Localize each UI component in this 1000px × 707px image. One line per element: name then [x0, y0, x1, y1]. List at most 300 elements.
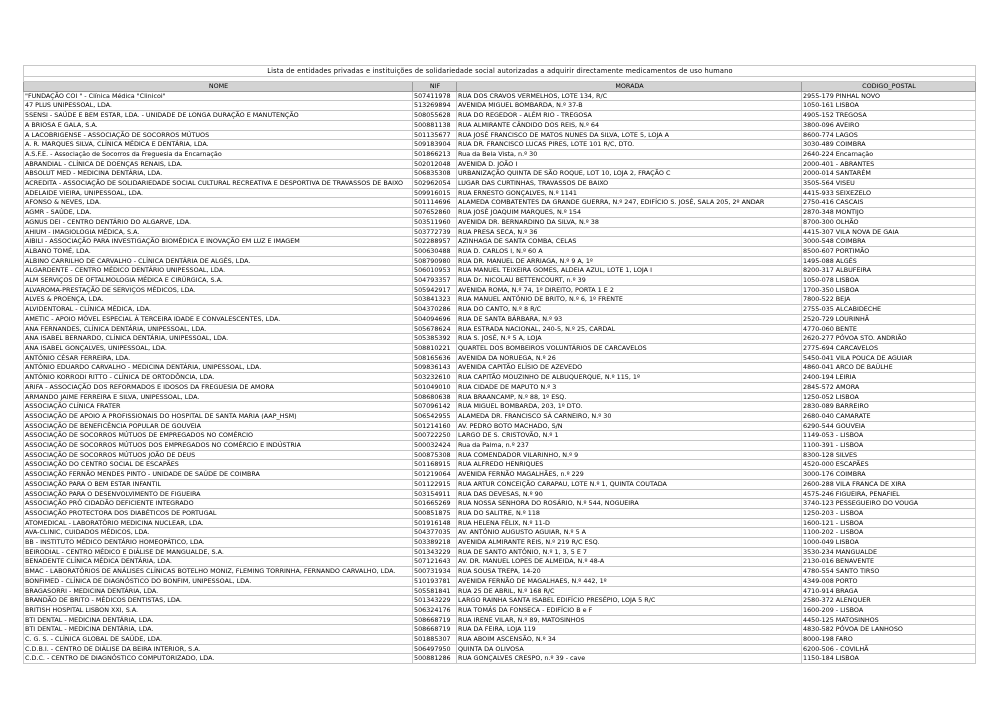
cell-codigo-postal: 4770-060 BENTE	[802, 324, 976, 334]
table-row	[24, 470, 976, 480]
table-row	[24, 373, 976, 383]
cell-nome: ASSOCIAÇÃO DE APOIO A PROFISSIONAIS DO HOSPITAL DE SANTA MARIA (AAP_HSM)	[24, 411, 413, 421]
cell-nif: 502962054	[413, 179, 457, 189]
cell-morada: RUA DE SANTO ANTÓNIO, N.º 1, 3, 5 E 7	[457, 547, 802, 557]
cell-morada: RUA IRENE VILAR, N.º 89, MATOSINHOS	[457, 615, 802, 625]
cell-morada: RUA GONÇALVES CRESPO, n.º 39 - cave	[457, 654, 802, 664]
cell-morada: RUA DR. FRANCISCO LUCAS PIRES, LOTE 101 R/C, DTO.	[457, 140, 802, 150]
cell-morada: RUA DO REGEDOR - ALÉM RIO - TREGOSA	[457, 111, 802, 121]
cell-morada: RUA 25 DE ABRIL, N.º 168 R/C	[457, 586, 802, 596]
cell-morada: RUA MIGUEL BOMBARDA, 203, 1º DTO.	[457, 402, 802, 412]
cell-codigo-postal: 4780-554 SANTO TIRSO	[802, 567, 976, 577]
table-row	[24, 499, 976, 509]
cell-nif: 510193781	[413, 576, 457, 586]
cell-nif: 500881138	[413, 120, 457, 130]
cell-nif: 503511960	[413, 217, 457, 227]
cell-nome: ACREDITA - ASSOCIAÇÃO DE SOLIDARIEDADE SOCIAL CULTURAL RECREATIVA E DESPORTIVA DE TRAVASSOS DE BAIXO	[24, 179, 413, 189]
table-row	[24, 576, 976, 586]
cell-morada: AVENIDA ROMA, N.º 74, 1º DIREITO, PORTA 1 E 2	[457, 285, 802, 295]
cell-nif: 505678624	[413, 324, 457, 334]
cell-morada: RUA DR. MANUEL DE ARRIAGA, N.º 9 A, 1º	[457, 256, 802, 266]
table-row	[24, 635, 976, 645]
cell-morada: RUA D. CARLOS I, N.º 60 A	[457, 246, 802, 256]
cell-codigo-postal: 4349-008 PORTO	[802, 576, 976, 586]
table-row	[24, 91, 976, 101]
cell-nif: 501219064	[413, 470, 457, 480]
table-row	[24, 528, 976, 538]
cell-morada: LARGO DE S. CRISTOVÃO, N.º 1	[457, 431, 802, 441]
cell-nif: 501049010	[413, 382, 457, 392]
cell-codigo-postal: 8500-607 PORTIMÃO	[802, 246, 976, 256]
cell-nome: BTI DENTAL - MEDICINA DENTÁRIA, LDA.	[24, 625, 413, 635]
table-row	[24, 450, 976, 460]
cell-morada: AVENIDA MIGUEL BOMBARDA, N.º 37-B	[457, 101, 802, 111]
cell-nif: 500032424	[413, 441, 457, 451]
cell-nif: 501665269	[413, 499, 457, 509]
table-row	[24, 208, 976, 218]
cell-morada: RUA MANUEL ANTÓNIO DE BRITO, N.º 6, 1º FRENTE	[457, 295, 802, 305]
cell-nome: ANA ISABEL GONÇALVES, UNIPESSOAL, LDA.	[24, 343, 413, 353]
table-row	[24, 421, 976, 431]
cell-codigo-postal: 2640-224 Encarnação	[802, 149, 976, 159]
cell-nif: 507096142	[413, 402, 457, 412]
table-row	[24, 334, 976, 344]
cell-codigo-postal: 4415-933 SEIXEZELO	[802, 188, 976, 198]
cell-morada: AV. ANTÓNIO AUGUSTO AGUIAR, N.º 5 A	[457, 528, 802, 538]
table-row	[24, 198, 976, 208]
cell-codigo-postal: 4520-000 ESCAPÃES	[802, 460, 976, 470]
cell-codigo-postal: 2845-572 AMORA	[802, 382, 976, 392]
cell-morada: RUA COMENDADOR VILARINHO, N.º 9	[457, 450, 802, 460]
cell-nif: 506835308	[413, 169, 457, 179]
cell-nif: 508165636	[413, 353, 457, 363]
cell-nome: ASSOCIAÇÃO DE SOCORROS MÚTUOS DOS EMPREGADOS NO COMÉRCIO E INDÚSTRIA	[24, 441, 413, 451]
cell-nome: BRITISH HOSPITAL LISBON XXI, S.A.	[24, 605, 413, 615]
cell-morada: RUA ESTRADA NACIONAL, 240-5, N.º 25, CARDAL	[457, 324, 802, 334]
cell-nome: ASSOCIAÇÃO CLÍNICA FRATER	[24, 402, 413, 412]
cell-nif: 507652860	[413, 208, 457, 218]
cell-codigo-postal: 2400-194 LEIRIA	[802, 373, 976, 383]
cell-nome: C.D.B.I. - CENTRO DE DIÁLISE DA BEIRA INTERIOR, S.A.	[24, 644, 413, 654]
cell-codigo-postal: 2580-372 ALENQUER	[802, 596, 976, 606]
cell-codigo-postal: 6200-506 - COVILHÃ	[802, 644, 976, 654]
cell-codigo-postal: 1600-121 - LISBOA	[802, 518, 976, 528]
cell-codigo-postal: 3000-548 COIMBRA	[802, 237, 976, 247]
cell-nome: ASSOCIAÇÃO FERNÃO MENDES PINTO - UNIDADE DE SAÚDE DE COIMBRA	[24, 470, 413, 480]
table-row	[24, 305, 976, 315]
table-row	[24, 149, 976, 159]
cell-morada: RUA BRAANCAMP, N.º 88, 1º ESQ.	[457, 392, 802, 402]
table-row	[24, 441, 976, 451]
cell-codigo-postal: 4710-914 BRAGA	[802, 586, 976, 596]
cell-morada: QUINTA DA OLIVOSA	[457, 644, 802, 654]
cell-codigo-postal: 3740-123 PESSEGUEIRO DO VOUGA	[802, 499, 976, 509]
table-title: Lista de entidades privadas e instituições de solidariedade social autorizadas a adquirir directamente medicamentos de uso humano	[24, 66, 976, 77]
table-row	[24, 615, 976, 625]
cell-nif: 508668719	[413, 625, 457, 635]
cell-morada: AV. DR. MANUEL LOPES DE ALMEIDA, N.º 48-A	[457, 557, 802, 567]
cell-nome: ANTÓNIO CÉSAR FERREIRA, LDA.	[24, 353, 413, 363]
cell-morada: LUGAR DAS CURTINHAS, TRAVASSOS DE BAIXO	[457, 179, 802, 189]
cell-morada: RUA S. JOSÉ, N.º 5 A, LOJA	[457, 334, 802, 344]
cell-codigo-postal: 4905-152 TREGOSA	[802, 111, 976, 121]
cell-morada: AVENIDA FERNÃO MAGALHÃES, n.º 229	[457, 470, 802, 480]
cell-morada: AZINHAGA DE SANTA COMBA, CELAS	[457, 237, 802, 247]
cell-nif: 501114696	[413, 198, 457, 208]
table-row	[24, 460, 976, 470]
cell-codigo-postal: 2955-179 PINHAL NOVO	[802, 91, 976, 101]
cell-nome: AVA-CLINIC, CUIDADOS MÉDICOS, LDA.	[24, 528, 413, 538]
table-row	[24, 169, 976, 179]
cell-codigo-postal: 2000-014 SANTARÉM	[802, 169, 976, 179]
cell-nome: BTI DENTAL - MEDICINA DENTÁRIA, LDA.	[24, 615, 413, 625]
cell-nome: AIBILI - ASSOCIAÇÃO PARA INVESTIGAÇÃO BIOMÉDICA E INOVAÇÃO EM LUZ E IMAGEM	[24, 237, 413, 247]
cell-nome: ANA ISABEL BERNARDO, CLÍNICA DENTÁRIA, UNIPESSOAL, LDA.	[24, 334, 413, 344]
cell-morada: AVENIDA DA NORUEGA, N.º 26	[457, 353, 802, 363]
cell-codigo-postal: 8600-774 LAGOS	[802, 130, 976, 140]
cell-nif: 500851875	[413, 508, 457, 518]
header-row	[24, 82, 976, 92]
cell-codigo-postal: 8300-128 SILVES	[802, 450, 976, 460]
cell-nome: BONFIMED - CLÍNICA DE DIAGNÓSTICO DO BONFIM, UNIPESSOAL, LDA.	[24, 576, 413, 586]
cell-nif: 503841323	[413, 295, 457, 305]
cell-nif: 501343229	[413, 547, 457, 557]
cell-codigo-postal: 1050-078 LISBOA	[802, 276, 976, 286]
table-row	[24, 538, 976, 548]
cell-nif: 513269894	[413, 101, 457, 111]
table-row	[24, 567, 976, 577]
cell-morada: RUA ALMIRANTE CÂNDIDO DOS REIS, N.º 64	[457, 120, 802, 130]
table-row	[24, 276, 976, 286]
table-row	[24, 101, 976, 111]
cell-morada: URBANIZAÇÃO QUINTA DE SÃO ROQUE, LOT 10, LOJA 2, FRAÇÃO C	[457, 169, 802, 179]
cell-nif: 501916148	[413, 518, 457, 528]
cell-morada: QUARTEL DOS BOMBEIROS VOLUNTÁRIOS DE CARCAVELOS	[457, 343, 802, 353]
table-row	[24, 256, 976, 266]
table-row	[24, 111, 976, 121]
cell-codigo-postal: 2130-016 BENAVENTE	[802, 557, 976, 567]
cell-morada: RUA DA FEIRA, LOJA 119	[457, 625, 802, 635]
table-row	[24, 644, 976, 654]
cell-codigo-postal: 4830-582 PÓVOA DE LANHOSO	[802, 625, 976, 635]
cell-nif: 506542955	[413, 411, 457, 421]
cell-morada: ALAMEDA DR. FRANCISCO SÁ CARNEIRO, N.º 30	[457, 411, 802, 421]
cell-codigo-postal: 1250-203 - LISBOA	[802, 508, 976, 518]
table-row	[24, 382, 976, 392]
table-row	[24, 285, 976, 295]
cell-nif: 500630488	[413, 246, 457, 256]
cell-nif: 500881286	[413, 654, 457, 664]
cell-morada: RUA SOUSA TREPA, 14-20	[457, 567, 802, 577]
cell-codigo-postal: 2520-729 LOURINHÃ	[802, 314, 976, 324]
cell-nome: A. R. MARQUES SILVA, CLÍNICA MÉDICA E DENTÁRIA, LDA.	[24, 140, 413, 150]
cell-nome: ASSOCIAÇÃO DE SOCORROS MÚTUOS JOÃO DE DEUS	[24, 450, 413, 460]
entities-table	[23, 65, 976, 664]
cell-nif: 505581841	[413, 586, 457, 596]
cell-nome: ADELAIDE VIEIRA, UNIPESSOAL, LDA.	[24, 188, 413, 198]
cell-codigo-postal: 1149-053 - LISBOA	[802, 431, 976, 441]
cell-codigo-postal: 8000-198 FARO	[802, 635, 976, 645]
cell-nome: ASSOCIAÇÃO PARA O BEM ESTAR INFANTIL	[24, 479, 413, 489]
cell-nome: ALBANO TOMÉ, LDA.	[24, 246, 413, 256]
cell-morada: AVENIDA FERNÃO DE MAGALHAES, N.º 442, 1º	[457, 576, 802, 586]
table-row	[24, 217, 976, 227]
cell-nome: "FUNDAÇÃO COI " - Clínica Médica "Clinicoi"	[24, 91, 413, 101]
cell-nome: BRAGASORRI - MEDICINA DENTÁRIA, LDA.	[24, 586, 413, 596]
cell-nome: AFONSO & NEVES, LDA.	[24, 198, 413, 208]
cell-nome: ARMANDO JAIME FERREIRA E SILVA, UNIPESSOAL, LDA.	[24, 392, 413, 402]
cell-codigo-postal: 2000-401 - ABRANTES	[802, 159, 976, 169]
cell-codigo-postal: 8700-300 OLHÃO	[802, 217, 976, 227]
cell-morada: RUA ALFREDO HENRIQUES	[457, 460, 802, 470]
cell-codigo-postal: 2680-040 CAMARATE	[802, 411, 976, 421]
cell-codigo-postal: 1600-209 - LISBOA	[802, 605, 976, 615]
cell-nif: 503772739	[413, 227, 457, 237]
cell-codigo-postal: 2750-416 CASCAIS	[802, 198, 976, 208]
table-row	[24, 402, 976, 412]
table-row	[24, 266, 976, 276]
cell-nome: BEIRODIAL - CENTRO MÉDICO E DIÁLISE DE MANGUALDE, S.A.	[24, 547, 413, 557]
table-row	[24, 363, 976, 373]
cell-morada: RUA PRESA SECA, N.º 36	[457, 227, 802, 237]
table-row	[24, 625, 976, 635]
cell-nif: 501214160	[413, 421, 457, 431]
cell-nif: 500722250	[413, 431, 457, 441]
cell-morada: AV. PEDRO BOTO MACHADO, S/N	[457, 421, 802, 431]
cell-codigo-postal: 4575-246 FIGUEIRA, PENAFIEL	[802, 489, 976, 499]
cell-nif: 504377035	[413, 528, 457, 538]
table-row	[24, 227, 976, 237]
cell-morada: RUA JOSÉ JOAQUIM MARQUES, N.º 154	[457, 208, 802, 218]
cell-codigo-postal: 2830-089 BARREIRO	[802, 402, 976, 412]
cell-morada: RUA CAPITÃO MOUZINHO DE ALBUQUERQUE, N.º 115, 1º	[457, 373, 802, 383]
cell-nif: 503232610	[413, 373, 457, 383]
table-row	[24, 295, 976, 305]
cell-nif: 506497950	[413, 644, 457, 654]
cell-nome: ASSOCIAÇÃO PARA O DESENVOLVIMENTO DE FIGUEIRA	[24, 489, 413, 499]
cell-nome: ASSOCIAÇÃO DO CENTRO SOCIAL DE ESCAPÃES	[24, 460, 413, 470]
table-row	[24, 188, 976, 198]
cell-codigo-postal: 6290-544 GOUVEIA	[802, 421, 976, 431]
cell-nome: AHIUM - IMAGIOLOGIA MÉDICA, S.A.	[24, 227, 413, 237]
table-row	[24, 596, 976, 606]
table-row	[24, 353, 976, 363]
cell-nome: BENADENTE CLÍNICA MÉDICA DENTÁRIA, LDA.	[24, 557, 413, 567]
cell-nome: ALVES & PROENÇA, LDA.	[24, 295, 413, 305]
table-row	[24, 314, 976, 324]
table-row	[24, 159, 976, 169]
cell-morada: RUA DO CANTO, N.º 8 R/C	[457, 305, 802, 315]
cell-nome: ATOMEDICAL - LABORATÓRIO MEDICINA NUCLEAR, LDA.	[24, 518, 413, 528]
cell-morada: RUA HELENA FÉLIX, N.º 11-D	[457, 518, 802, 528]
cell-nif: 501343229	[413, 596, 457, 606]
cell-nome: AGNUS DEI - CENTRO DENTÁRIO DO ALGARVE, LDA.	[24, 217, 413, 227]
cell-morada: RUA DE SANTA BÁRBARA, N.º 93	[457, 314, 802, 324]
cell-nif: 508668719	[413, 615, 457, 625]
cell-morada: RUA CIDADE DE MAPUTO N.º 3	[457, 382, 802, 392]
cell-morada: AVENIDA D. JOÃO I	[457, 159, 802, 169]
table-row	[24, 343, 976, 353]
cell-morada: RUA DOS CRAVOS VERMELHOS, LOTE 134, R/C	[457, 91, 802, 101]
cell-nome: BB - INSTITUTO MÉDICO DENTÁRIO HOMEOPÁTICO, LDA.	[24, 538, 413, 548]
table-row	[24, 654, 976, 664]
header-nome: NOME	[24, 82, 413, 92]
cell-nif: 501168915	[413, 460, 457, 470]
cell-morada: RUA TOMÁS DA FONSECA - EDIFÍCIO B e F	[457, 605, 802, 615]
table-row	[24, 411, 976, 421]
cell-codigo-postal: 3030-489 COIMBRA	[802, 140, 976, 150]
table-row	[24, 237, 976, 247]
cell-nome: ASSOCIAÇÃO DE SOCORROS MÚTUOS DE EMPREGADOS NO COMÉRCIO	[24, 431, 413, 441]
cell-codigo-postal: 4860-041 ARCO DE BAÚLHE	[802, 363, 976, 373]
cell-codigo-postal: 1050-161 LISBOA	[802, 101, 976, 111]
cell-nif: 505942917	[413, 285, 457, 295]
cell-nome: ALM SERVIÇOS DE OFTALMOLOGIA MÉDICA E CIRÚRGICA, S.A.	[24, 276, 413, 286]
table-row	[24, 605, 976, 615]
cell-codigo-postal: 2755-035 ALCABIDECHE	[802, 305, 976, 315]
table-row	[24, 586, 976, 596]
cell-nome: ALGARDENTE - CENTRO MÉDICO DENTÁRIO UNIPESSOAL, LDA.	[24, 266, 413, 276]
table-row	[24, 324, 976, 334]
cell-morada: Rua da Palma, n.º 237	[457, 441, 802, 451]
cell-morada: RUA ABOIM ASCENSÃO, N.º 34	[457, 635, 802, 645]
spreadsheet	[23, 65, 975, 664]
cell-nome: ABRANDIAL - CLÍNICA DE DOENÇAS RENAIS, LDA.	[24, 159, 413, 169]
cell-nif: 500875308	[413, 450, 457, 460]
cell-codigo-postal: 3505-564 VISEU	[802, 179, 976, 189]
cell-nome: ASSOCIAÇÃO PROTECTORA DOS DIABÉTICOS DE PORTUGAL	[24, 508, 413, 518]
table-row	[24, 547, 976, 557]
cell-nif: 501122915	[413, 479, 457, 489]
cell-morada: RUA DAS DEVESAS, N.º 90	[457, 489, 802, 499]
cell-nif: 504370286	[413, 305, 457, 315]
cell-nome: AMETIC - APOIO MÓVEL ESPECIAL À TERCEIRA IDADE E CONVALESCENTES, LDA.	[24, 314, 413, 324]
cell-nif: 503154911	[413, 489, 457, 499]
cell-codigo-postal: 3530-234 MANGUALDE	[802, 547, 976, 557]
cell-morada: RUA JOSÉ FRANCISCO DE MATOS NUNES DA SILVA, LOTE 5, LOJA A	[457, 130, 802, 140]
table-row	[24, 130, 976, 140]
table-row	[24, 179, 976, 189]
cell-nome: A BRIOSA E GALA, S.A.	[24, 120, 413, 130]
cell-codigo-postal: 3800-096 AVEIRO	[802, 120, 976, 130]
table-row	[24, 140, 976, 150]
cell-morada: RUA Dr. NICOLAU BETTENCOURT, n.º 39	[457, 276, 802, 286]
cell-nif: 509836143	[413, 363, 457, 373]
table-row	[24, 246, 976, 256]
table-row	[24, 479, 976, 489]
cell-nome: ASSOCIAÇÃO DE BENEFICÊNCIA POPULAR DE GOUVEIA	[24, 421, 413, 431]
cell-nome: 5SENSI - SAÚDE E BEM ESTAR, LDA. - UNIDADE DE LONGA DURAÇÃO E MANUTENÇÃO	[24, 111, 413, 121]
cell-nome: A.S.F.E. - Associação de Socorros da Freguesia da Encarnação	[24, 149, 413, 159]
cell-codigo-postal: 1495-088 ALGÉS	[802, 256, 976, 266]
cell-nome: BMAC - LABORATÓRIOS DE ANÁLISES CLÍNICAS BOTELHO MONIZ, FLEMING TORRINHA, FERNANDO CARVALHO, LDA.	[24, 567, 413, 577]
cell-nif: 502012048	[413, 159, 457, 169]
cell-morada: AVENIDA ALMIRANTE REIS, N.º 219 R/C ESQ.	[457, 538, 802, 548]
cell-nif: 503389218	[413, 538, 457, 548]
table-row	[24, 518, 976, 528]
table-row	[24, 557, 976, 567]
cell-codigo-postal: 1150-184 LISBOA	[802, 654, 976, 664]
table-row	[24, 392, 976, 402]
cell-nome: ALBINO CARRILHO DE CARVALHO - CLÍNICA DENTÁRIA DE ALGÉS, LDA.	[24, 256, 413, 266]
cell-nome: ALVAROMA-PRESTAÇÃO DE SERVIÇOS MÉDICOS, LDA.	[24, 285, 413, 295]
cell-nome: C.D.C. - CENTRO DE DIAGNÓSTICO COMPUTORIZADO, LDA.	[24, 654, 413, 664]
cell-morada: RUA NOSSA SENHORA DO ROSÁRIO, N.º 544, NOGUEIRA	[457, 499, 802, 509]
cell-nif: 500731934	[413, 567, 457, 577]
cell-nome: ANTÓNIO KORRODI RITTO - CLÍNICA DE ORTODÔNCIA, LDA.	[24, 373, 413, 383]
cell-nome: A LACOBRIGENSE - ASSOCIAÇÃO DE SOCORROS MÚTUOS	[24, 130, 413, 140]
cell-codigo-postal: 2600-288 VILA FRANCA DE XIRA	[802, 479, 976, 489]
cell-morada: RUA ERNESTO GONÇALVES, N.º 1141	[457, 188, 802, 198]
cell-morada: RUA DO SALITRE, N.º 118	[457, 508, 802, 518]
cell-nome: C. G. S. - CLÍNICA GLOBAL DE SAÚDE, LDA.	[24, 635, 413, 645]
cell-codigo-postal: 2620-277 PÓVOA STO. ANDRIÃO	[802, 334, 976, 344]
cell-nif: 508790980	[413, 256, 457, 266]
cell-codigo-postal: 2870-348 MONTIJO	[802, 208, 976, 218]
cell-morada: Rua da Bela Vista, n.º 30	[457, 149, 802, 159]
cell-codigo-postal: 8200-317 ALBUFEIRA	[802, 266, 976, 276]
header-nif: NIF	[413, 82, 457, 92]
table-row	[24, 431, 976, 441]
cell-nif: 501866213	[413, 149, 457, 159]
cell-codigo-postal: 1000-049 LISBOA	[802, 538, 976, 548]
cell-nif: 508680638	[413, 392, 457, 402]
cell-nif: 506324176	[413, 605, 457, 615]
cell-nif: 508810221	[413, 343, 457, 353]
cell-nome: ABSOLUT MED - MEDICINA DENTÁRIA, LDA.	[24, 169, 413, 179]
cell-codigo-postal: 2775-694 CARCAVELOS	[802, 343, 976, 353]
cell-codigo-postal: 1100-391 - LISBOA	[802, 441, 976, 451]
cell-nif: 501135677	[413, 130, 457, 140]
cell-codigo-postal: 3000-176 COIMBRA	[802, 470, 976, 480]
cell-nif: 505385392	[413, 334, 457, 344]
cell-nif: 508055628	[413, 111, 457, 121]
header-morada: MORADA	[457, 82, 802, 92]
cell-nif: 507411978	[413, 91, 457, 101]
cell-codigo-postal: 1250-052 LISBOA	[802, 392, 976, 402]
title-row	[24, 66, 976, 77]
cell-nome: AGMR - SAÚDE, LDA.	[24, 208, 413, 218]
table-row	[24, 508, 976, 518]
cell-codigo-postal: 5450-041 VILA POUCA DE AGUIAR	[802, 353, 976, 363]
cell-nome: ANA FERNANDES, CLÍNICA DENTÁRIA, UNIPESSOAL, LDA.	[24, 324, 413, 334]
cell-morada: LARGO RAINHA SANTA ISABEL EDIFÍCIO PRESÉPIO, LOJA 5 R/C	[457, 596, 802, 606]
cell-codigo-postal: 1100-202 - LISBOA	[802, 528, 976, 538]
cell-nome: ASSOCIAÇÃO PRÓ CIDADÃO DEFICIENTE INTEGRADO	[24, 499, 413, 509]
cell-nome: ARIFA - ASSOCIAÇÃO DOS REFORMADOS E IDOSOS DA FREGUESIA DE AMORA	[24, 382, 413, 392]
header-codigo-postal: CODIGO_POSTAL	[802, 82, 976, 92]
cell-nif: 509916015	[413, 188, 457, 198]
cell-nif: 504793357	[413, 276, 457, 286]
cell-morada: AVENIDA CAPITÃO ELÍSIO DE AZEVEDO	[457, 363, 802, 373]
cell-codigo-postal: 4415-307 VILA NOVA DE GAIA	[802, 227, 976, 237]
cell-codigo-postal: 4450-125 MATOSINHOS	[802, 615, 976, 625]
cell-nif: 504094696	[413, 314, 457, 324]
cell-nif: 501885307	[413, 635, 457, 645]
cell-nif: 502288957	[413, 237, 457, 247]
cell-nome: BRANDÃO DE BRITO - MÉDICOS DENTISTAS, LDA.	[24, 596, 413, 606]
table-row	[24, 120, 976, 130]
cell-nome: ANTÓNIO EDUARDO CARVALHO - MEDICINA DENTÁRIA, UNIPESSOAL, LDA.	[24, 363, 413, 373]
cell-morada: AVENIDA DR. BERNARDINO DA SILVA, N.º 38	[457, 217, 802, 227]
cell-codigo-postal: 1700-350 LISBOA	[802, 285, 976, 295]
cell-nome: ALVIDENTORAL - CLÍNICA MÉDICA, LDA.	[24, 305, 413, 315]
cell-codigo-postal: 7800-522 BEJA	[802, 295, 976, 305]
cell-morada: ALAMEDA COMBATENTES DA GRANDE GUERRA, N.º 247, EDIFÍCIO S. JOSÉ, SALA 205, 2º ANDAR	[457, 198, 802, 208]
cell-nif: 507121643	[413, 557, 457, 567]
cell-morada: RUA ARTUR CONCEIÇÃO CARAPAU, LOTE N.º 1, QUINTA COUTADA	[457, 479, 802, 489]
cell-nif: 506010953	[413, 266, 457, 276]
